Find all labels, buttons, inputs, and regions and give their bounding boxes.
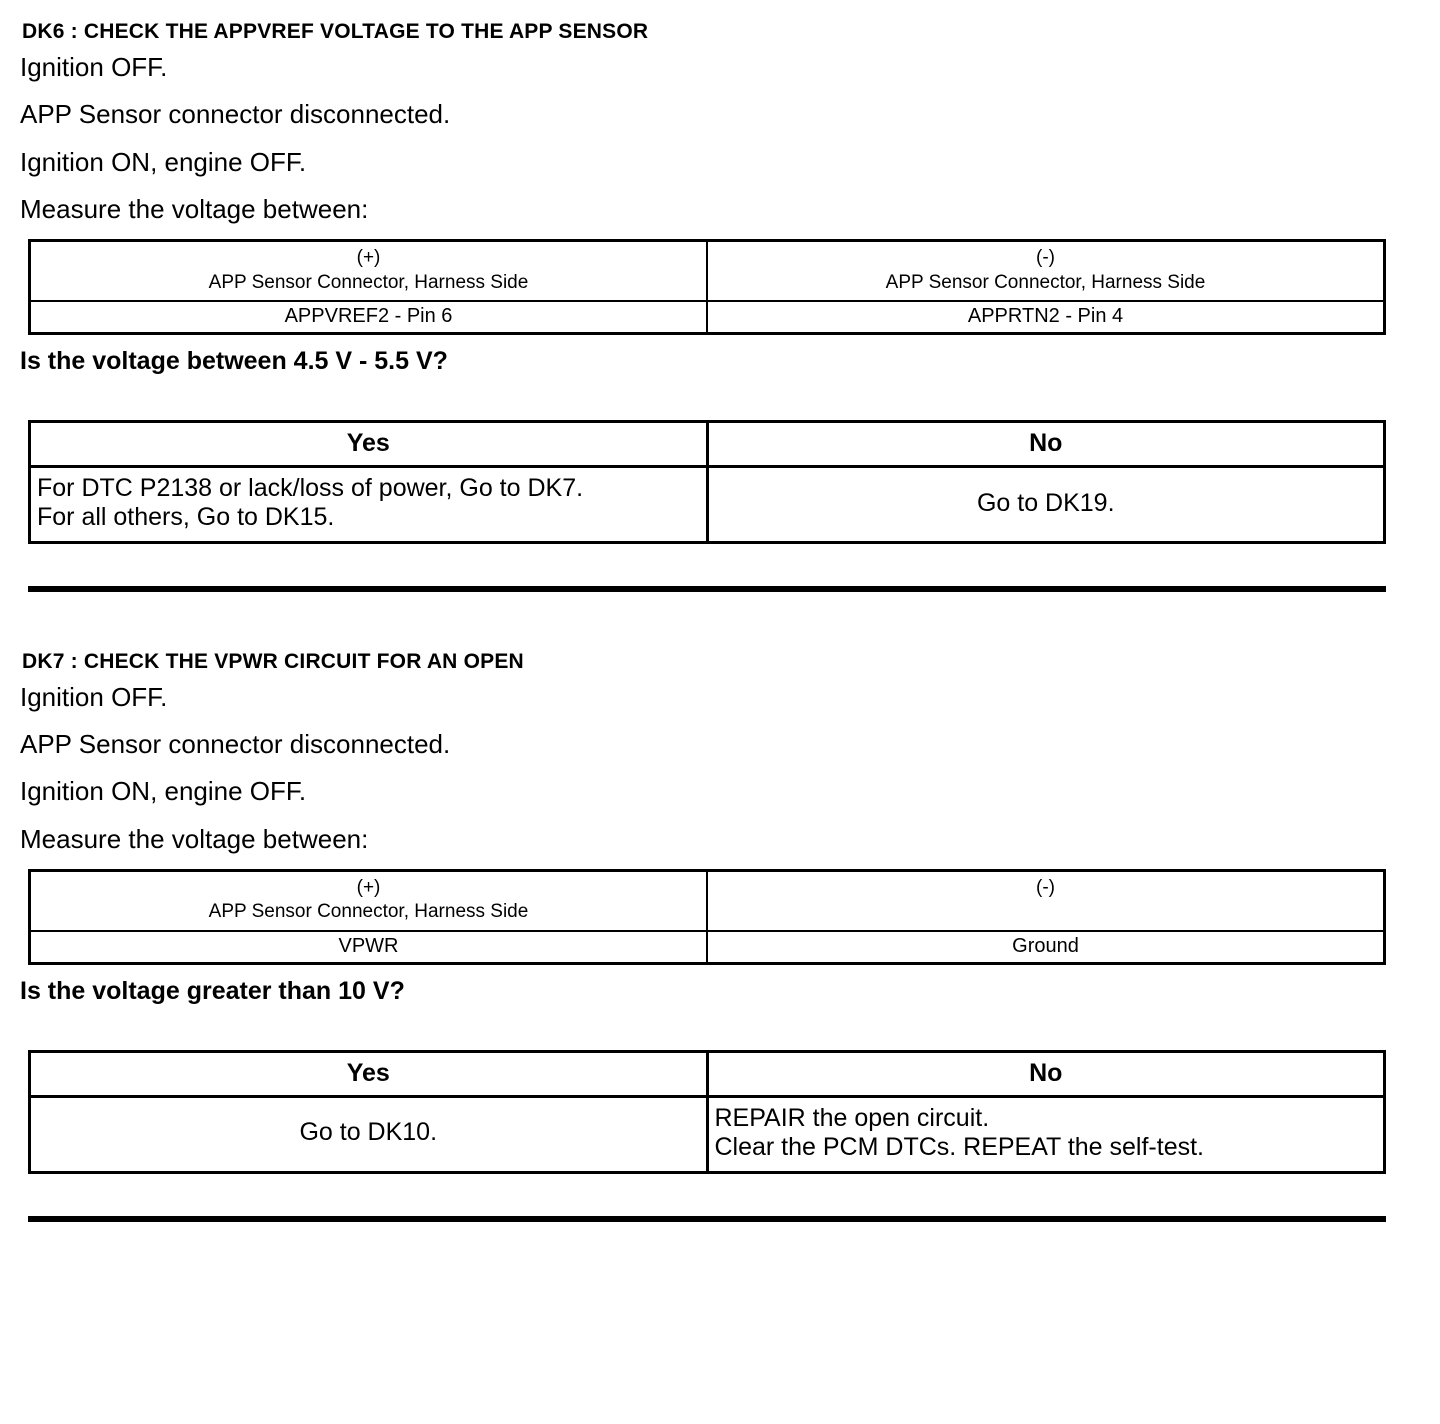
- table-row: [30, 931, 1385, 964]
- condition-line: APP Sensor connector disconnected.: [20, 99, 451, 130]
- section-dk7: [18, 650, 1412, 1174]
- condition-line: Ignition OFF.: [20, 681, 168, 712]
- yes-answer-line: Go to DK10.: [299, 1118, 438, 1147]
- yes-no-table: [28, 1050, 1386, 1174]
- no-answer-cell: [707, 466, 1385, 542]
- table-row: [30, 421, 1385, 466]
- step-title: DK7 : CHECK THE VPWR CIRCUIT FOR AN OPEN: [22, 649, 524, 673]
- measurement-positive-value: APPVREF2 - Pin 6: [30, 301, 708, 334]
- no-answer-line: Go to DK19.: [976, 488, 1115, 517]
- yes-answer-cell: [30, 1096, 708, 1172]
- table-row: [30, 1051, 1385, 1096]
- measurement-table: [28, 239, 1386, 335]
- negative-location: APP Sensor Connector, Harness Side: [885, 271, 1206, 293]
- yes-answer-line: For all others, Go to DK15.: [37, 503, 335, 532]
- condition-line: Ignition ON, engine OFF.: [20, 776, 307, 807]
- spacer: [18, 592, 1412, 644]
- no-column-header: No: [707, 421, 1385, 466]
- condition-line: Ignition OFF.: [20, 52, 168, 82]
- measurement-positive-value: VPWR: [30, 931, 708, 964]
- table-row: [30, 871, 1385, 931]
- section-dk6: [18, 20, 1412, 544]
- measurement-negative-header: [707, 241, 1385, 301]
- question-text: Is the voltage between 4.5 V - 5.5 V?: [20, 346, 448, 375]
- yes-answer-line: For DTC P2138 or lack/loss of power, Go to DK7.: [37, 473, 584, 502]
- no-answer-cell: [707, 1096, 1385, 1172]
- yes-column-header: Yes: [30, 421, 708, 466]
- measurement-positive-header: [30, 871, 708, 931]
- negative-location: [710, 900, 1381, 924]
- measurement-negative-value: APPRTN2 - Pin 4: [707, 301, 1385, 334]
- condition-line: Ignition ON, engine OFF.: [20, 146, 307, 177]
- negative-sign: (-): [1036, 877, 1055, 898]
- table-row: [30, 301, 1385, 334]
- yes-answer-cell: [30, 466, 708, 542]
- table-row: [30, 241, 1385, 301]
- positive-location: APP Sensor Connector, Harness Side: [208, 271, 529, 293]
- section-divider: [28, 1216, 1386, 1222]
- no-answer-line: REPAIR the open circuit.: [714, 1103, 990, 1132]
- condition-line: APP Sensor connector disconnected.: [20, 729, 451, 760]
- question-text: Is the voltage greater than 10 V?: [20, 976, 405, 1005]
- yes-no-table: [28, 420, 1386, 544]
- measurement-positive-header: [30, 241, 708, 301]
- table-row: [30, 1096, 1385, 1172]
- no-answer-line: Clear the PCM DTCs. REPEAT the self-test.: [714, 1133, 1204, 1162]
- no-column-header: No: [707, 1051, 1385, 1096]
- measurement-negative-value: Ground: [707, 931, 1385, 964]
- measurement-negative-header: [707, 871, 1385, 931]
- condition-line: Measure the voltage between:: [20, 823, 369, 854]
- table-row: [30, 466, 1385, 542]
- measurement-table: [28, 869, 1386, 965]
- positive-sign: (+): [356, 247, 381, 269]
- condition-line: Measure the voltage between:: [20, 193, 369, 224]
- negative-sign: (-): [1036, 247, 1055, 269]
- positive-sign: (+): [356, 877, 381, 898]
- yes-column-header: Yes: [30, 1051, 708, 1096]
- positive-location: APP Sensor Connector, Harness Side: [208, 901, 529, 923]
- step-title: DK6 : CHECK THE APPVREF VOLTAGE TO THE APP SENSOR: [22, 20, 649, 43]
